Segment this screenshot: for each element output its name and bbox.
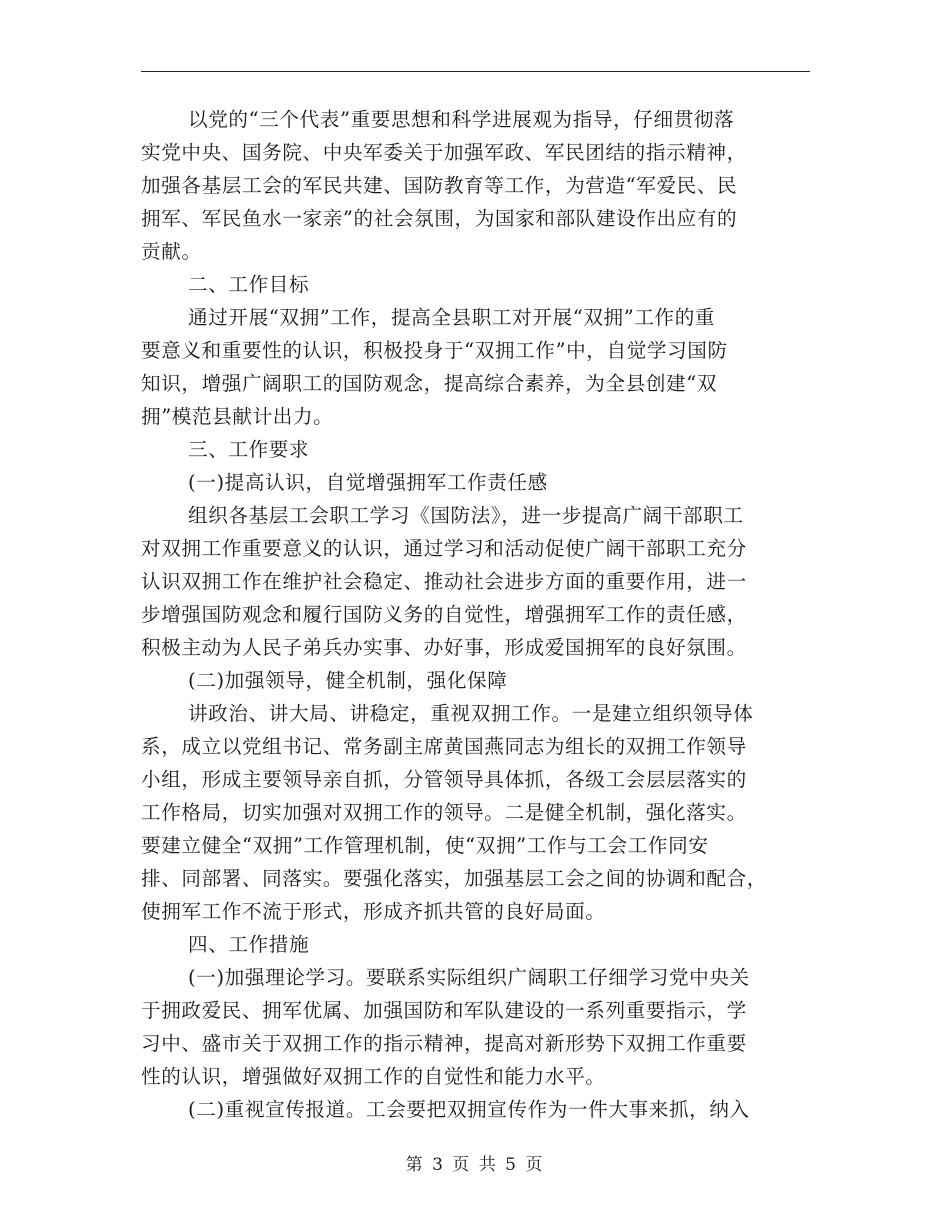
page-footer: 第 3 页 共 5 页 xyxy=(405,1155,545,1175)
header-rule xyxy=(141,71,810,72)
text-line: 四、工作措施 xyxy=(188,933,310,956)
document-body xyxy=(141,103,813,1126)
text-line: 知识，增强广阔职工的国防观念，提高综合素养，为全县创建“双 xyxy=(141,372,718,395)
text-line: 小组，形成主要领导亲自抓，分管领导具体抓，各级工会层层落实的 xyxy=(141,768,747,791)
text-line: 积极主动为人民子弟兵办实事、办好事，形成爱国拥军的良好氛围。 xyxy=(141,636,747,659)
text-line: 要建立健全“双拥”工作管理机制，使“双拥”工作与工会工作同安 xyxy=(141,834,709,857)
text-line: 对双拥工作重要意义的认识，通过学习和活动促使广阔干部职工充分 xyxy=(141,537,747,560)
text-line: 三、工作要求 xyxy=(188,438,310,461)
text-line: 工作格局，切实加强对双拥工作的领导。二是健全机制，强化落实。 xyxy=(141,801,747,824)
text-line: 步增强国防观念和履行国防义务的自觉性，增强拥军工作的责任感， xyxy=(141,603,747,626)
text-line: 通过开展“双拥”工作，提高全县职工对开展“双拥”工作的重 xyxy=(188,306,716,329)
text-line: 组织各基层工会职工学习《国防法》，进一步提高广阔干部职工 xyxy=(188,504,744,527)
text-line: 拥军、军民鱼水一家亲”的社会氛围，为国家和部队建设作出应有的 xyxy=(141,207,738,230)
text-line: 讲政治、讲大局、讲稳定，重视双拥工作。一是建立组织领导体 xyxy=(188,702,754,725)
text-line: 二、工作目标 xyxy=(188,273,310,296)
text-line: (一)加强理论学习。要联系实际组织广阔职工仔细学习党中央关 xyxy=(188,966,750,989)
text-line: 系，成立以党组书记、常务副主席黄国燕同志为组长的双拥工作领导 xyxy=(141,735,747,758)
text-line: 贡献。 xyxy=(141,240,202,263)
text-line: (一)提高认识，自觉增强拥军工作责任感 xyxy=(188,471,548,494)
text-line: 以党的“三个代表”重要思想和科学进展观为指导，仔细贯彻落 xyxy=(188,108,735,131)
text-line: 加强各基层工会的军民共建、国防教育等工作，为营造“军爱民、民 xyxy=(141,174,738,197)
text-line: 实党中央、国务院、中央军委关于加强军政、军民团结的指示精神， xyxy=(141,141,747,164)
text-line: 排、同部署、同落实。要强化落实，加强基层工会之间的协调和配合， xyxy=(141,867,768,890)
text-line: 性的认识，增强做好双拥工作的自觉性和能力水平。 xyxy=(141,1065,606,1088)
text-line: 拥”模范县献计出力。 xyxy=(141,405,334,428)
text-line: 于拥政爱民、拥军优属、加强国防和军队建设的一系列重要指示，学 xyxy=(141,999,747,1022)
text-line: (二)加强领导，健全机制，强化保障 xyxy=(188,669,508,692)
text-line: 习中、盛市关于双拥工作的指示精神，提高对新形势下双拥工作重要 xyxy=(141,1032,747,1055)
text-line: 要意义和重要性的认识，积极投身于“双拥工作”中，自觉学习国防 xyxy=(141,339,728,362)
text-line: 使拥军工作不流于形式，形成齐抓共管的良好局面。 xyxy=(141,900,606,923)
text-line: (二)重视宣传报道。工会要把双拥宣传作为一件大事来抓，纳入 xyxy=(188,1098,750,1121)
text-line: 认识双拥工作在维护社会稳定、推动社会进步方面的重要作用，进一 xyxy=(141,570,747,593)
